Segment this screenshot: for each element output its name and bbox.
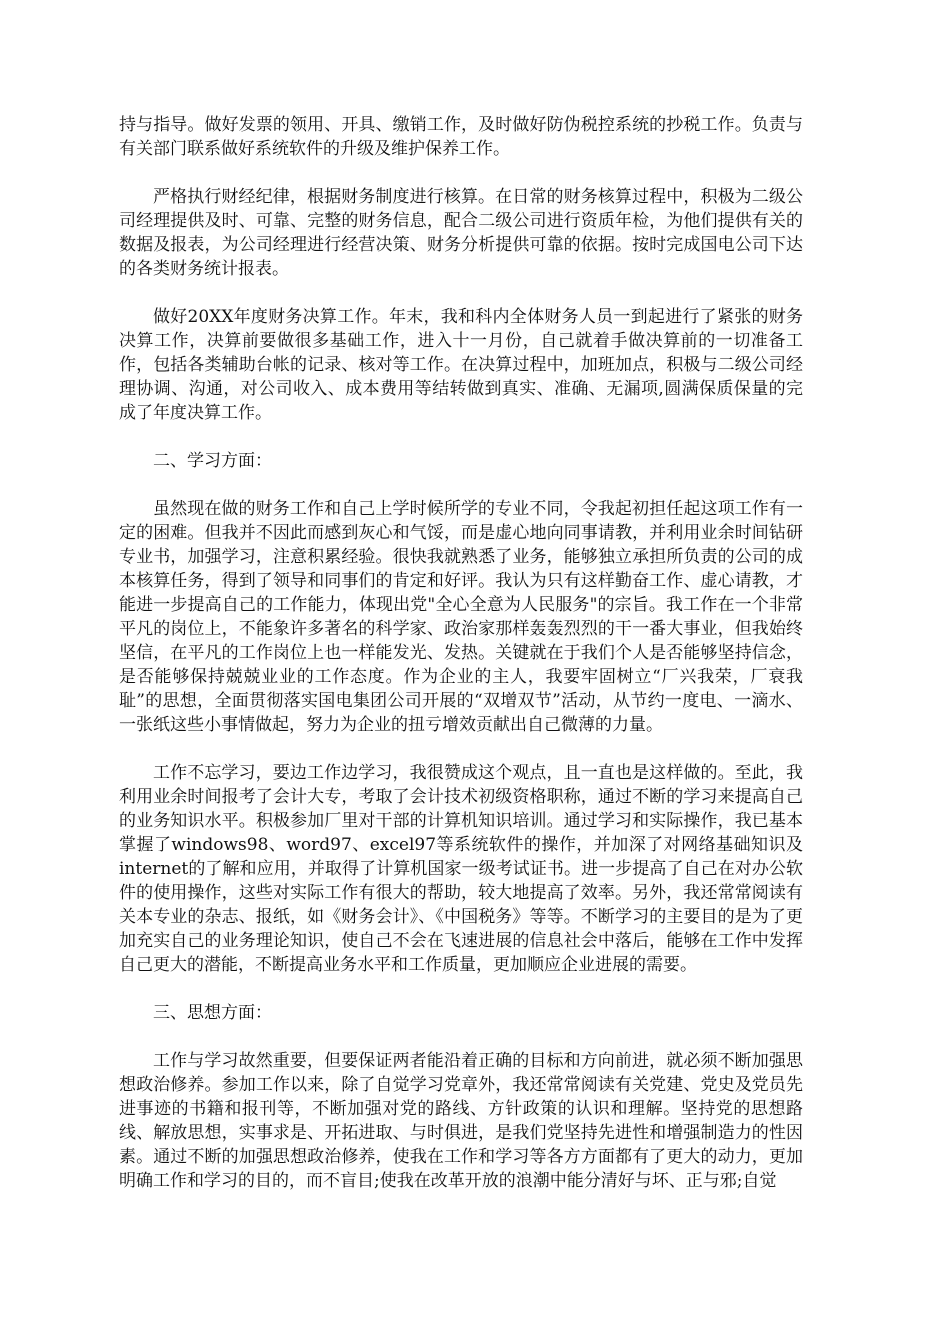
section-heading-study: 二、学习方面： <box>153 451 272 471</box>
paragraph-study-1: 虽然现在做的财务工作和自己上学时候所学的专业不同，令我起初担任起这项工作有一定的困难。但我并不因此而感到灰心和气馁，而是虚心地向同事请教，并利用业余时间钻研专业书，加强学习，注意积累经验。很快我就熟悉了业务，能够独立承担所负责的公司的成本核算任务，得到了领导和同事们的肯定和好评。我认为只有这样勤奋工作、虚心请教，才能进一步提高自己的工作能力，体现出党"全心全意为人民服务"的宗旨。我工作在一个非常平凡的岗位上，不能象许多著名的科学家、政治家那样轰轰烈烈的干一番大事业，但我始终坚信，在平凡的工作岗位上也一样能发光、发热。关键就在于我们个人是否能够坚持信念，是否能够保持兢兢业业的工作态度。作为企业的主人，我要牢固树立“厂兴我荣，厂衰我耻”的思想，全面贯彻落实国电集团公司开展的“双增双节”活动，从节约一度电、一滴水、一张纸这些小事情做起，努力为企业的扭亏增效贡献出自己微薄的力量。 <box>119 499 803 735</box>
document-page <box>119 113 803 1217</box>
paragraph-financial-discipline: 严格执行财经纪律，根据财务制度进行核算。在日常的财务核算过程中，积极为二级公司经理提供及时、可靠、完整的财务信息，配合二级公司进行资质年检，为他们提供有关的数据及报表，为公司经理进行经营决策、财务分析提供可靠的依据。按时完成国电公司下达的各类财务统计报表。 <box>119 187 803 279</box>
paragraph-invoice-work: 持与指导。做好发票的领用、开具、缴销工作，及时做好防伪税控系统的抄税工作。负责与有关部门联系做好系统软件的升级及维护保养工作。 <box>119 115 803 159</box>
section-heading-ideology: 三、思想方面： <box>153 1003 272 1023</box>
paragraph-study-2: 工作不忘学习，要边工作边学习，我很赞成这个观点，且一直也是这样做的。至此，我利用业余时间报考了会计大专，考取了会计技术初级资格职称，通过不断的学习来提高自己的业务知识水平。积极参加厂里对干部的计算机知识培训。通过学习和实际操作，我已基本掌握了windows98、word97、excel97等系统软件的操作，并加深了对网络基础知识及internet的了解和应用，并取得了计算机国家一级考试证书。进一步提高了自己在对办公软件的使用操作，这些对实际工作有很大的帮助，较大地提高了效率。另外，我还常常阅读有关本专业的杂志、报纸，如《财务会计》、《中国税务》等等。不断学习的主要目的是为了更加充实自己的业务理论知识，使自己不会在飞速进展的信息社会中落后，能够在工作中发挥自己更大的潜能，不断提高业务水平和工作质量，更加顺应企业进展的需要。 <box>119 763 803 975</box>
paragraph-annual-settlement: 做好20XX年度财务决算工作。年末，我和科内全体财务人员一到起进行了紧张的财务决算工作，决算前要做很多基础工作，进入十一月份，自己就着手做决算前的一切准备工作，包括各类辅助台帐的记录、核对等工作。在决算过程中，加班加点，积极与二级公司经理协调、沟通，对公司收入、成本费用等结转做到真实、准确、无漏项,圆满保质保量的完成了年度决算工作。 <box>119 307 803 423</box>
paragraph-ideology: 工作与学习故然重要，但要保证两者能沿着正确的目标和方向前进，就必须不断加强思想政治修养。参加工作以来，除了自觉学习党章外，我还常常阅读有关党建、党史及党员先进事迹的书籍和报刊等，不断加强对党的路线、方针政策的认识和理解。坚持党的思想路线、解放思想，实事求是、开拓进取、与时俱进，是我们党坚持先进性和增强制造力的性因素。通过不断的加强思想政治修养，使我在工作和学习等各方方面都有了更大的动力，更加明确工作和学习的目的，而不盲目;使我在改革开放的浪潮中能分清好与坏、正与邪;自觉 <box>119 1051 803 1191</box>
